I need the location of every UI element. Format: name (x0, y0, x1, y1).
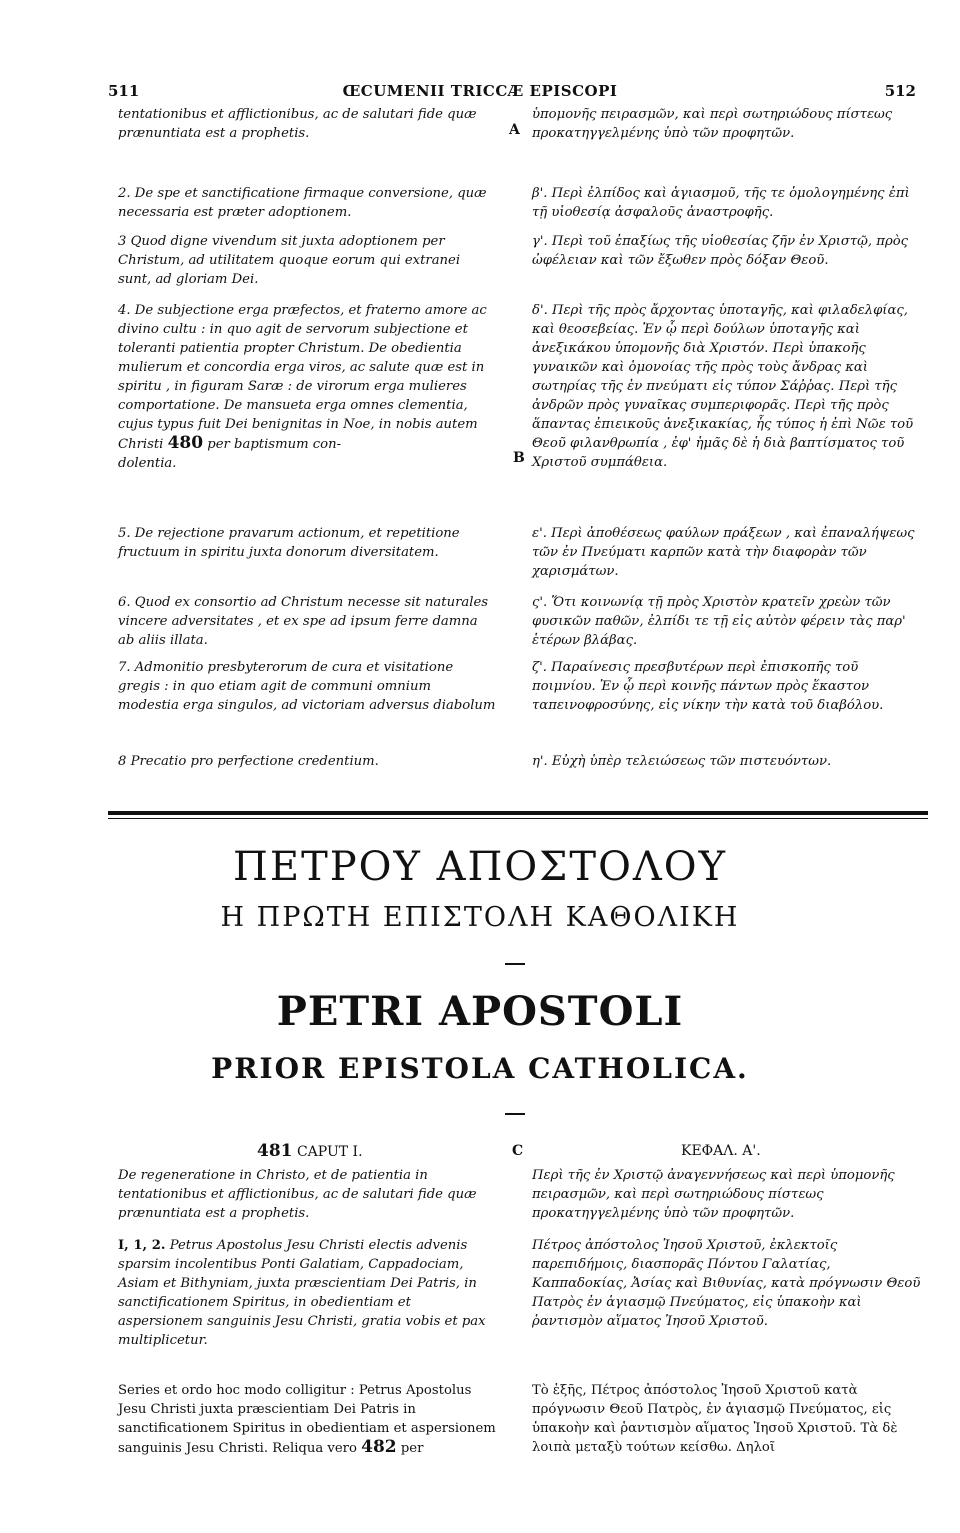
latin-verse-block (118, 1236, 496, 1350)
greek-chapter-heading: ΚΕΦΑΛ. Α'. (681, 1143, 761, 1159)
latin-verse-text (118, 1236, 496, 1350)
greek-verse-text: Πέτρος ἀπόστολος Ἰησοῦ Χριστοῦ, ἐκλεκτοῖς παρεπιδήμοις, διασπορᾶς Πόντου Γαλατίας, Καππαδοκίας, Ἀσίας καὶ Βιθυνίας, κατὰ πρόγνωσιν Θεοῦ Πατρὸς ἐν ἁγιασμῷ Πνεύματος, εἰς ὑπακοὴν καὶ ῥαντισμὸν αἵματος Ἰησοῦ Χριστοῦ. (532, 1238, 921, 1329)
greek-item-7 (532, 658, 924, 715)
latin-item-text: 7. Admonitio presbyterorum de cura et visitatione gregis : in quo etiam agit de communi omnium modestia erga singulos, ad victoriam adversus diabolum (118, 660, 496, 713)
greek-commentary (532, 1381, 924, 1457)
chapter-heading-row (0, 1143, 960, 1165)
latin-commentary (118, 1381, 496, 1458)
latin-item-7 (118, 658, 496, 715)
latin-verse-body: Petrus Apostolus Jesu Christi electis advenis sparsim incolentibus Ponti Galatiam, Cappadociam, Asiam et Bithyniam, juxta præscientiam Dei Patris, in sanctificationem Spiritus, in obedientiam et aspersionem sanguinis Jesu Christi, gratia vobis et pax multiplicetur. (118, 1238, 486, 1348)
greek-verse-block (532, 1236, 924, 1331)
latin-argument-text: De regeneratione in Christo, et de patientia in tentationibus et afflictionibus, ac de salutari fide quæ prænuntiata est a prophetis. (118, 1168, 477, 1221)
greek-item-2 (532, 184, 924, 222)
latin-item-8 (118, 752, 496, 771)
latin-chapter-label: CAPUT I. (296, 1144, 363, 1160)
greek-item-text: ς'. Ὅτι κοινωνίᾳ τῇ πρὸς Χριστὸν κρατεῖν χρεὼν τῶν φυσικῶν παθῶν, ἐλπίδι τε τῇ εἰς αὐτὸν φέρειν τὰς παρ' ἑτέρων βλάβας. (532, 595, 906, 648)
greek-argument-text: Περὶ τῆς ἐν Χριστῷ ἀναγεννήσεως καὶ περὶ ὑπομονῆς πειρασμῶν, καὶ περὶ σωτηριώδους πίστεως προκατηγγελμένης ὑπὸ τῶν προφητῶν. (532, 1168, 895, 1221)
latin-item-text (118, 301, 496, 473)
greek-summary-intro: ὑπομονῆς πειρασμῶν, καὶ περὶ σωτηριώδους πίστεως προκατηγγελμένης ὑπὸ τῶν προφητῶν. (532, 107, 893, 141)
greek-item-8 (532, 752, 924, 771)
greek-author-title: ΠΕΤΡΟΥ ΑΠΟΣΤΟΛΟΥ (233, 844, 727, 890)
greek-item-4 (532, 301, 924, 472)
latin-epistle-title: PRIOR EPISTOLA CATHOLICA. (211, 1052, 749, 1085)
latin-commentary-text (118, 1381, 496, 1458)
title-divider-2 (505, 1113, 525, 1115)
right-page-number: 512 (884, 82, 916, 100)
title-divider-1 (505, 963, 525, 965)
greek-item-text: ζ'. Παραίνεσις πρεσβυτέρων περὶ ἐπισκοπῆς τοῦ ποιμνίου. Ἐν ᾧ περὶ κοινῆς πάντων πρὸς ἕκαστον ταπεινοφροσύνης, εἰς νίκην τὴν κατὰ τοῦ διαβόλου. (532, 660, 884, 713)
latin-item-4-body: 4. De subjectione erga præfectos, et fraterno amore ac divino cultu : in quo agit de servorum subjectione et toleranti patientia propter Christum. De obedientia mulierum et concordia erga viros, ac salute quæ est in spiritu , in figuram Saræ : de virorum erga mulieres comportatione. De mansueta erga omnes clementia, cujus typus fuit Dei benignitas in Noe, in nobis autem Christi (118, 303, 487, 452)
greek-item-6 (532, 593, 924, 650)
latin-item-text: 2. De spe et sanctificatione firmaque conversione, quæ necessaria est præter adoptionem. (118, 186, 487, 220)
greek-summary-column (532, 105, 924, 143)
margin-letter-b: B (513, 450, 525, 466)
greek-item-3 (532, 232, 924, 270)
latin-item-3 (118, 232, 496, 289)
latin-chapter-argument (118, 1166, 496, 1223)
latin-item-4-end: dolentia. (118, 456, 177, 471)
latin-chapter-heading (257, 1141, 363, 1161)
latin-summary-column (118, 105, 496, 143)
section-rule-thin (108, 818, 928, 819)
latin-summary-intro: tentationibus et afflictionibus, ac de salutari fide quæ prænuntiata est a prophetis. (118, 107, 477, 141)
latin-item-4 (118, 301, 496, 473)
greek-item-text: ε'. Περὶ ἀποθέσεως φαύλων πράξεων , καὶ ἐπαναλήψεως τῶν ἐν Πνεύματι καρπῶν κατὰ τὴν διαφορὰν τῶν χαρισμάτων. (532, 526, 915, 579)
column-number-480: 480 (167, 433, 204, 453)
latin-item-text: 3 Quod digne vivendum sit juxta adoptionem per Christum, ad utilitatem quoque eorum qui extranei sunt, ad gloriam Dei. (118, 234, 461, 287)
latin-item-5 (118, 524, 496, 562)
greek-chapter-argument (532, 1166, 924, 1223)
latin-item-text: 6. Quod ex consortio ad Christum necesse sit naturales vincere adversitates , et ex spe ad ipsum ferre damna ab aliis illata. (118, 595, 489, 648)
greek-item-text: γ'. Περὶ τοῦ ἐπαξίως τῆς υἱοθεσίας ζῆν ἐν Χριστῷ, πρὸς ὠφέλειαν καὶ τῶν ἔξωθεν πρὸς δόξαν Θεοῦ. (532, 234, 909, 268)
greek-item-text: η'. Εὐχὴ ὑπὲρ τελειώσεως τῶν πιστευόντων. (532, 754, 832, 769)
greek-item-text: δ'. Περὶ τῆς πρὸς ἄρχοντας ὑποταγῆς, καὶ φιλαδελφίας, καὶ θεοσεβείας. Ἐν ᾧ περὶ δούλων ὑποταγῆς καὶ ἀνεξικάκου ὑπομονῆς διὰ Χριστόν. Περὶ ὑπακοῆς γυναικῶν καὶ ὁμονοίας τῆς πρὸς τοὺς ἄνδρας καὶ σωτηρίας τῆς ἐν πνεύματι εἰς τύπον Σάῤῥας. Περὶ τῆς ἀνδρῶν πρὸς γυναῖκας συμπεριφορᾶς. Περὶ τῆς πρὸς ἅπαντας ἐπιεικοῦς ἀνεξικακίας, ἧς τύπος ἡ ἐπὶ Νῶε τοῦ Θεοῦ φιλανθρωπία , ἐφ' ἡμᾶς δὲ ἡ διὰ βαπτίσματος τοῦ Χριστοῦ συμπάθεια. (532, 303, 914, 470)
running-header (0, 82, 960, 104)
verse-reference: I, 1, 2. (118, 1238, 166, 1253)
latin-item-2 (118, 184, 496, 222)
latin-author-title: PETRI APOSTOLI (276, 988, 684, 1035)
latin-item-text: 5. De rejectione pravarum actionum, et repetitione fructuum in spiritu juxta donorum diversitatem. (118, 526, 460, 560)
column-number-482: 482 (361, 1437, 397, 1457)
section-rule-thick (108, 811, 928, 815)
column-number-481: 481 (257, 1141, 293, 1161)
latin-item-6 (118, 593, 496, 650)
left-page-number: 511 (108, 82, 140, 100)
margin-letter-c: C (512, 1143, 524, 1159)
latin-item-4-tail: per baptismum con- (207, 437, 342, 452)
greek-commentary-text: Τὸ ἑξῆς, Πέτρος ἀπόστολος Ἰησοῦ Χριστοῦ κατὰ πρόγνωσιν Θεοῦ Πατρὸς, ἐν ἁγιασμῷ Πνεύματος, εἰς ὑπακοὴν καὶ ῥαντισμὸν αἵματος Ἰησοῦ Χριστοῦ. Τὰ δὲ λοιπὰ μεταξὺ τούτων κείσθω. Δηλοῖ (532, 1383, 898, 1455)
latin-commentary-tail: per (400, 1441, 424, 1456)
greek-epistle-title: Η ΠΡΩΤΗ ΕΠΙΣΤΟΛΗ ΚΑΘΟΛΙΚΗ (220, 902, 740, 933)
margin-letter-a: A (509, 122, 520, 138)
running-title: ŒCUMENII TRICCÆ EPISCOPI (342, 82, 618, 100)
greek-item-5 (532, 524, 924, 581)
latin-commentary-body: Series et ordo hoc modo colligitur : Petrus Apostolus Jesu Christi juxta præscientiam Dei Patris in sanctificationem Spiritus in obedientiam et aspersionem sanguinis Jesu Christi. Reliqua vero (118, 1383, 496, 1456)
greek-item-text: β'. Περὶ ἐλπίδος καὶ ἁγιασμοῦ, τῆς τε ὁμολογημένης ἐπὶ τῇ υἱοθεσίᾳ ἀσφαλοῦς ἀναστροφῆς. (532, 186, 910, 220)
latin-item-text: 8 Precatio pro perfectione credentium. (118, 754, 379, 769)
